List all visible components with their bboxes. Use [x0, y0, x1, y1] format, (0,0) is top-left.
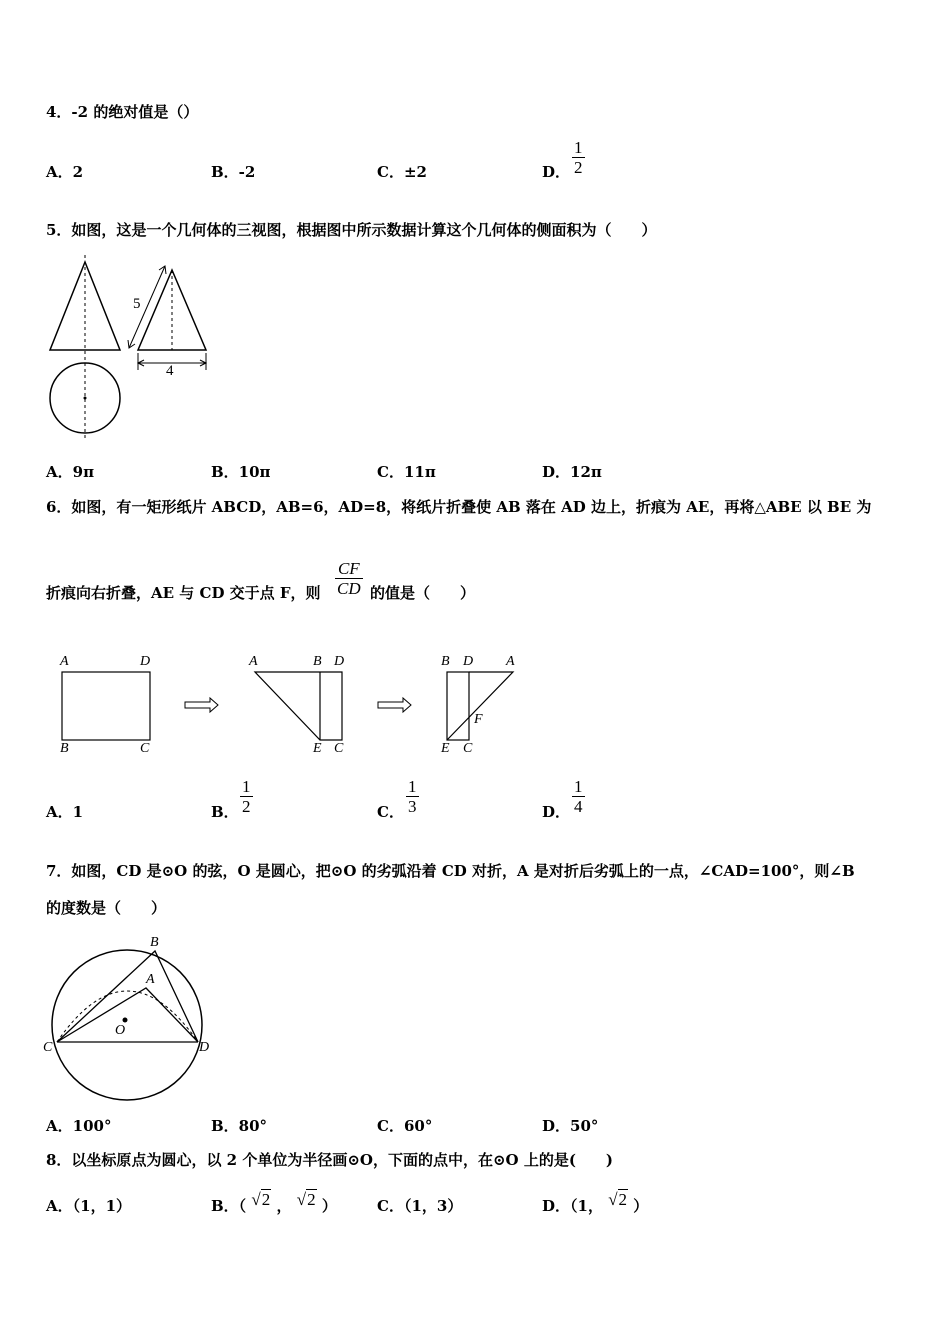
triangle-cbd [57, 951, 198, 1042]
fig1-label-d: D [140, 654, 151, 669]
fig3-label-e: E [441, 741, 450, 756]
fig3-label-a: A [506, 654, 515, 669]
sqrt-expression: √2 [251, 1190, 271, 1209]
q6-option-d-fraction [572, 777, 585, 816]
q7-option-b: B．80° [211, 1117, 268, 1135]
fraction-numerator: 1 [574, 777, 583, 796]
fig2-label-c: C [334, 741, 344, 756]
center-dot [123, 1018, 128, 1023]
q6-option-b: B． [211, 803, 239, 821]
sqrt-expression: √2 [608, 1190, 628, 1209]
q4-option-c: C．±2 [377, 163, 427, 181]
fraction-denominator: 3 [408, 797, 417, 816]
fraction-numerator: 1 [408, 777, 417, 796]
q8-option-b-prefix: B．（ [211, 1197, 247, 1215]
fraction-denominator: 2 [242, 797, 251, 816]
fraction-numerator: CF [337, 559, 360, 578]
q5-stem: 5．如图，这是一个几何体的三视图，根据图中所示数据计算这个几何体的侧面积为（ ） [46, 221, 657, 239]
arrow-right-icon [378, 698, 411, 712]
q4-option-d-fraction [572, 138, 585, 177]
q6-stem-line2-start: 折痕向右折叠，AE 与 CD 交于点 F，则 [46, 584, 321, 602]
fig2-label-b: B [313, 654, 322, 669]
fig2-folded-shape [255, 672, 342, 740]
q6-option-d: D． [542, 803, 571, 821]
fig2-label-d: D [334, 654, 345, 669]
radicand: 2 [307, 1190, 316, 1209]
slant-label: 5 [133, 296, 141, 312]
fig3-triangle [447, 672, 513, 740]
q8-option-d [542, 1190, 649, 1216]
radicand: 2 [618, 1190, 628, 1209]
q4-option-d-label: D． [542, 163, 571, 181]
q6-option-c: C． [377, 803, 404, 821]
q8-option-b-separator: ， [276, 1197, 292, 1215]
q8-option-a: A．（1，1） [46, 1197, 132, 1215]
fraction-numerator: 1 [574, 138, 583, 157]
center-dot [84, 397, 87, 400]
fig3-label-d: D [463, 654, 474, 669]
fig3-label-f: F [474, 712, 483, 727]
label-c: C [43, 1040, 53, 1055]
q7-option-c: C．60° [377, 1117, 433, 1135]
fig3-label-b: B [441, 654, 450, 669]
fig2-label-a: A [249, 654, 258, 669]
q8-option-d-suffix: ） [633, 1197, 649, 1215]
fig2-label-e: E [313, 741, 322, 756]
label-b: B [150, 935, 159, 950]
fraction-denominator: 2 [574, 158, 583, 177]
q4-option-a: A．2 [46, 163, 84, 181]
q7-option-d: D．50° [542, 1117, 599, 1135]
q5-option-b: B．10π [211, 463, 271, 481]
q8-option-c: C．（1，3） [377, 1197, 463, 1215]
fig3-rect [447, 672, 469, 740]
q6-stem-fraction [335, 559, 363, 598]
q5-option-c: C．11π [377, 463, 436, 481]
fig3-label-c: C [463, 741, 473, 756]
q8-option-d-prefix: D．（1， [542, 1197, 603, 1215]
fig1-label-b: B [60, 741, 69, 756]
fig1-label-a: A [60, 654, 69, 669]
q6-option-b-fraction [240, 777, 253, 816]
q6-stem-line2-end: 的值是（ ） [370, 584, 476, 602]
q4-stem: 4．-2 的绝对值是（） [46, 103, 199, 121]
q7-circle-figure [40, 930, 220, 1100]
label-o: O [115, 1023, 126, 1038]
label-d: D [199, 1040, 210, 1055]
fraction-denominator: 4 [574, 797, 583, 816]
q8-option-b-suffix: ） [321, 1197, 337, 1215]
q7-stem-line2: 的度数是（ ） [46, 899, 167, 917]
q5-three-view-figure [40, 250, 260, 450]
q8-option-b [211, 1190, 337, 1216]
q7-option-a: A．100° [46, 1117, 112, 1135]
q6-folding-figure [50, 648, 550, 758]
radicand: 2 [261, 1190, 271, 1209]
q6-option-a: A．1 [46, 803, 84, 821]
q4-option-b: B．-2 [211, 163, 256, 181]
q7-stem-line1: 7．如图，CD 是⊙O 的弦，O 是圆心，把⊙O 的劣弧沿着 CD 对折，A 是对折后劣弧上的一点，∠CAD=100°，则∠B [46, 862, 855, 880]
fraction-numerator: 1 [242, 777, 251, 796]
arrow-right-icon [185, 698, 218, 712]
base-label: 4 [166, 363, 174, 379]
sqrt-expression: √2 [296, 1190, 316, 1209]
q6-option-c-fraction [406, 777, 419, 816]
label-a: A [146, 972, 155, 987]
q5-option-a: A．9π [46, 463, 95, 481]
fig1-label-c: C [140, 741, 150, 756]
q4-option-d [542, 162, 570, 182]
fraction-denominator: CD [337, 579, 361, 598]
q5-option-d: D．12π [542, 463, 602, 481]
q8-stem: 8．以坐标原点为圆心，以 2 个单位为半径画⊙O，下面的点中，在⊙O 上的是( ) [46, 1151, 614, 1169]
rect-abcd [62, 672, 150, 740]
q6-stem-line1: 6．如图，有一矩形纸片 ABCD，AB=6，AD=8，将纸片折叠使 AB 落在 AD 边上，折痕为 AE，再将△ABE 以 BE 为 [46, 498, 872, 516]
